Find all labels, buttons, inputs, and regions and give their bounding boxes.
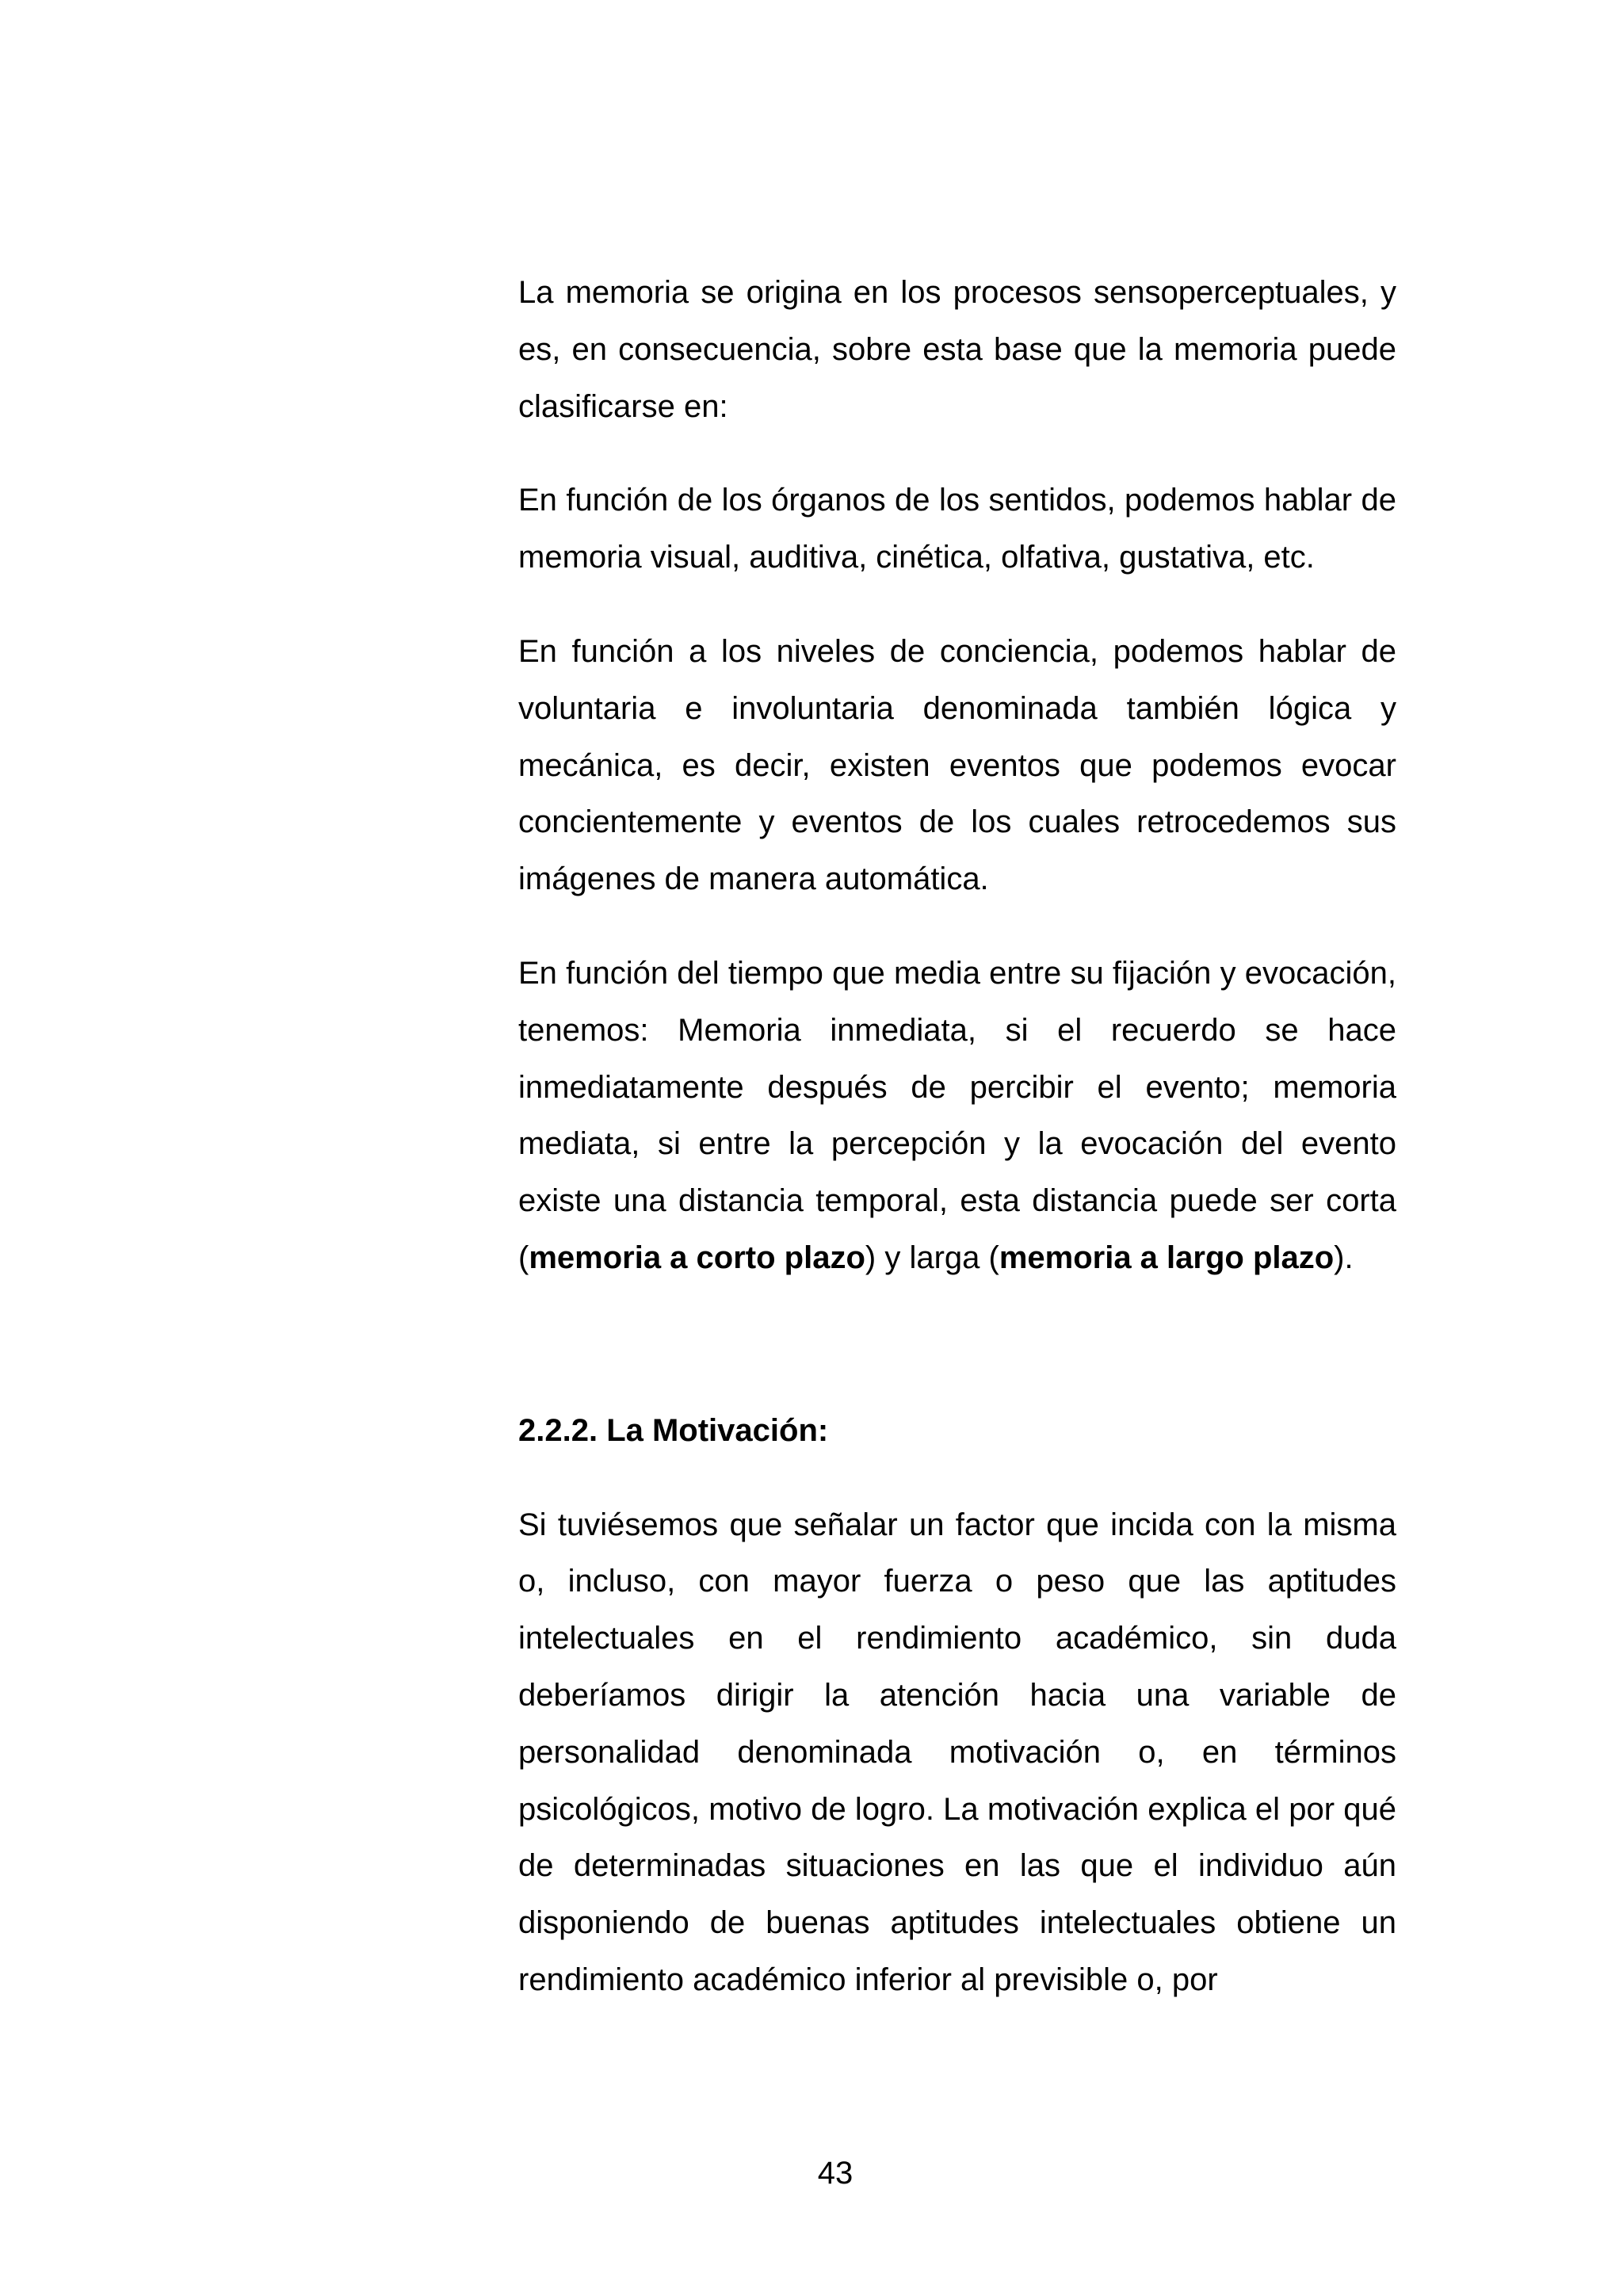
paragraph-senses: En función de los órganos de los sentidos, podemos hablar de memoria visual, auditiva, cinética, olfativa, gustativa, etc. bbox=[518, 483, 1396, 575]
page-number: 43 bbox=[817, 2156, 854, 2191]
body-text bbox=[518, 265, 1396, 2009]
paragraph-memory-origin: La memoria se origina en los procesos sensoperceptuales, y es, en consecuencia, sobre esta base que la memoria puede clasificarse en: bbox=[518, 275, 1396, 424]
paragraph-time-text-3: ). bbox=[1334, 1240, 1354, 1275]
section-heading: 2.2.2. La Motivación: bbox=[518, 1412, 829, 1448]
paragraph-time bbox=[518, 946, 1396, 1287]
paragraph-time-text-1: En función del tiempo que media entre su fijación y evocación, tenemos: Memoria inmediata, si el recuerdo se hace inmediatamente después de percibir el evento; memoria mediata, si entre la percepción y la evocación del evento existe una distancia temporal, esta distancia puede ser corta ( bbox=[518, 955, 1396, 1275]
paragraph-motivation: Si tuviésemos que señalar un factor que incida con la misma o, incluso, con mayor fuerza o peso que las aptitudes intelectuales en el rendimiento académico, sin duda deberíamos dirigir la atención hacia una variable de personalidad denominada motivación o, en términos psicológicos, motivo de logro. La motivación explica el por qué de determinadas situaciones en las que el individuo aún disponiendo de buenas aptitudes intelectuales obtiene un rendimiento académico inferior al previsible o, por bbox=[518, 1507, 1396, 1997]
term-long-term-memory: memoria a largo plazo bbox=[999, 1240, 1335, 1275]
paragraph-time-text-2: ) y larga ( bbox=[865, 1240, 999, 1275]
term-short-term-memory: memoria a corto plazo bbox=[529, 1240, 865, 1275]
paragraph-consciousness: En función a los niveles de conciencia, podemos hablar de voluntaria e involuntaria denominada también lógica y mecánica, es decir, existen eventos que podemos evocar concientemente y eventos de los cuales retrocedemos sus imágenes de manera automática. bbox=[518, 633, 1396, 897]
